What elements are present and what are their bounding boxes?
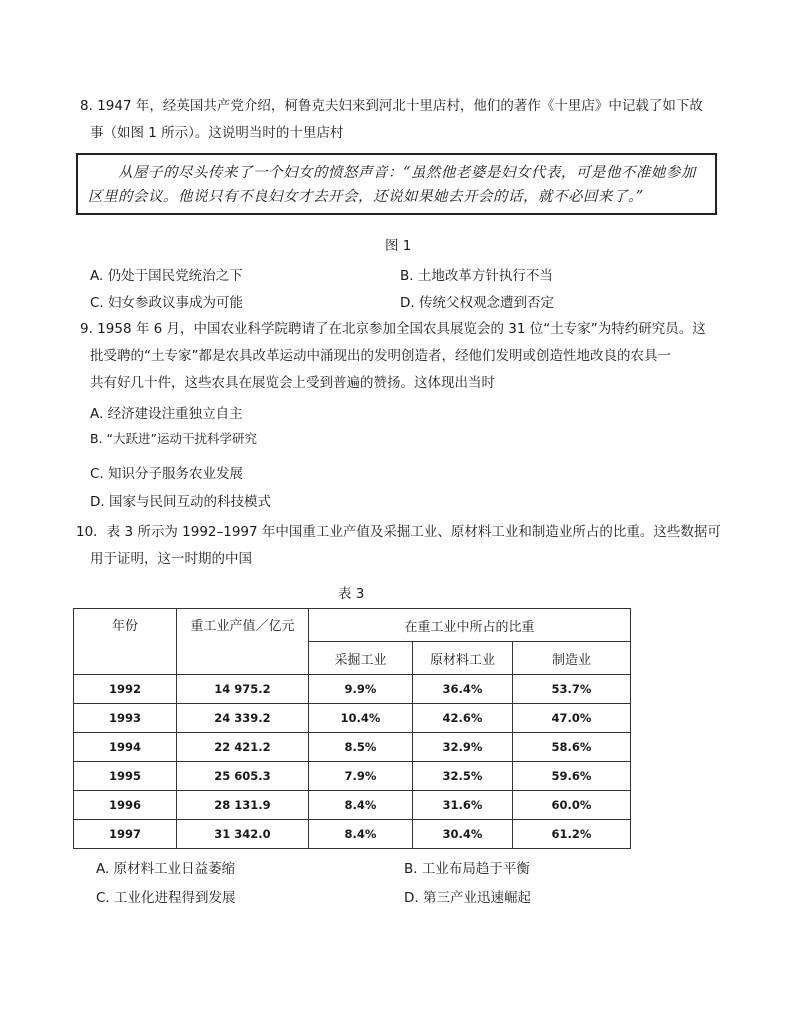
q10-option-c: C. 工业化进程得到发展 <box>96 890 236 906</box>
cell-raw-materials: 31.6% <box>413 791 513 820</box>
q10-stem-line-1: 10．表 3 所示为 1992–1997 年中国重工业产值及采掘工业、原材料工业和制造业所占的比重。这些数据可 <box>76 524 721 540</box>
table-row <box>74 675 631 704</box>
cell-raw-materials: 32.9% <box>413 733 513 762</box>
cell-raw-materials: 42.6% <box>413 704 513 733</box>
cell-output: 22 421.2 <box>177 733 309 762</box>
q9-stem-line-2: 批受聘的“土专家”都是农具改革运动中涌现出的发明创造者，经他们发明或创造性地改良的农具一 <box>90 348 671 364</box>
q9-stem-line-3: 共有好几十件，这些农具在展览会上受到普遍的赞扬。这体现出当时 <box>90 375 495 391</box>
q10-stem-line-2: 用于证明，这一时期的中国 <box>90 551 252 567</box>
cell-year: 1994 <box>74 733 177 762</box>
header-share: 在重工业中所占的比重 <box>309 609 631 642</box>
table-3-caption: 表 3 <box>338 586 365 602</box>
header-year: 年份 <box>74 609 177 675</box>
q8-option-d: D. 传统父权观念遭到否定 <box>400 295 554 311</box>
cell-output: 31 342.0 <box>177 820 309 849</box>
cell-mining: 7.9% <box>309 762 413 791</box>
figure-1-caption: 图 1 <box>385 238 412 254</box>
table-row <box>74 820 631 849</box>
q8-option-a: A. 仍处于国民党统治之下 <box>90 268 243 284</box>
q8-stem-line-1: 8. 1947 年，经英国共产党介绍，柯鲁克夫妇来到河北十里店村，他们的著作《十里店》中记载了如下故 <box>80 98 703 114</box>
cell-year: 1993 <box>74 704 177 733</box>
cell-manufacturing: 53.7% <box>513 675 631 704</box>
cell-raw-materials: 30.4% <box>413 820 513 849</box>
q8-stem-line-2: 事（如图 1 所示）。这说明当时的十里店村 <box>90 125 344 141</box>
cell-mining: 8.4% <box>309 820 413 849</box>
q9-stem-line-1: 9. 1958 年 6 月，中国农业科学院聘请了在北京参加全国农具展览会的 31 位“土专家”为特约研究员。这 <box>80 321 706 337</box>
q8-quote-line-2: 区里的会议。他说只有不良妇女才去开会，还说如果她去开会的话，就不必回来了。” <box>88 189 644 205</box>
cell-year: 1997 <box>74 820 177 849</box>
cell-year: 1992 <box>74 675 177 704</box>
cell-raw-materials: 36.4% <box>413 675 513 704</box>
cell-manufacturing: 60.0% <box>513 791 631 820</box>
cell-year: 1996 <box>74 791 177 820</box>
cell-year: 1995 <box>74 762 177 791</box>
q10-data-table <box>73 608 631 849</box>
table-row <box>74 762 631 791</box>
header-output: 重工业产值／亿元 <box>177 609 309 675</box>
subheader-raw-materials: 原材料工业 <box>413 642 513 675</box>
q9-option-a: A. 经济建设注重独立自主 <box>90 406 243 422</box>
cell-manufacturing: 47.0% <box>513 704 631 733</box>
cell-output: 24 339.2 <box>177 704 309 733</box>
q8-quote-box <box>76 153 717 215</box>
q10-option-a: A. 原材料工业日益萎缩 <box>96 861 236 877</box>
subheader-mining: 采掘工业 <box>309 642 413 675</box>
table-row <box>74 791 631 820</box>
q10-option-d: D. 第三产业迅速崛起 <box>404 890 531 906</box>
cell-manufacturing: 61.2% <box>513 820 631 849</box>
q10-option-b: B. 工业布局趋于平衡 <box>404 861 530 877</box>
subheader-manufacturing: 制造业 <box>513 642 631 675</box>
cell-mining: 8.5% <box>309 733 413 762</box>
cell-mining: 9.9% <box>309 675 413 704</box>
q9-option-d: D. 国家与民间互动的科技模式 <box>90 494 271 510</box>
q8-option-b: B. 土地改革方针执行不当 <box>400 268 553 284</box>
cell-manufacturing: 58.6% <box>513 733 631 762</box>
cell-output: 14 975.2 <box>177 675 309 704</box>
q8-option-c: C. 妇女参政议事成为可能 <box>90 295 244 311</box>
q8-quote-line-1: 从屋子的尽头传来了一个妇女的愤怒声音：“虽然他老婆是妇女代表，可是他不准她参加 <box>118 165 696 181</box>
table-row <box>74 704 631 733</box>
cell-manufacturing: 59.6% <box>513 762 631 791</box>
table-row <box>74 733 631 762</box>
cell-output: 25 605.3 <box>177 762 309 791</box>
cell-raw-materials: 32.5% <box>413 762 513 791</box>
cell-mining: 10.4% <box>309 704 413 733</box>
q9-option-b: B. “大跃进”运动干扰科学研究 <box>90 431 257 446</box>
cell-mining: 8.4% <box>309 791 413 820</box>
cell-output: 28 131.9 <box>177 791 309 820</box>
q9-option-c: C. 知识分子服务农业发展 <box>90 466 244 482</box>
